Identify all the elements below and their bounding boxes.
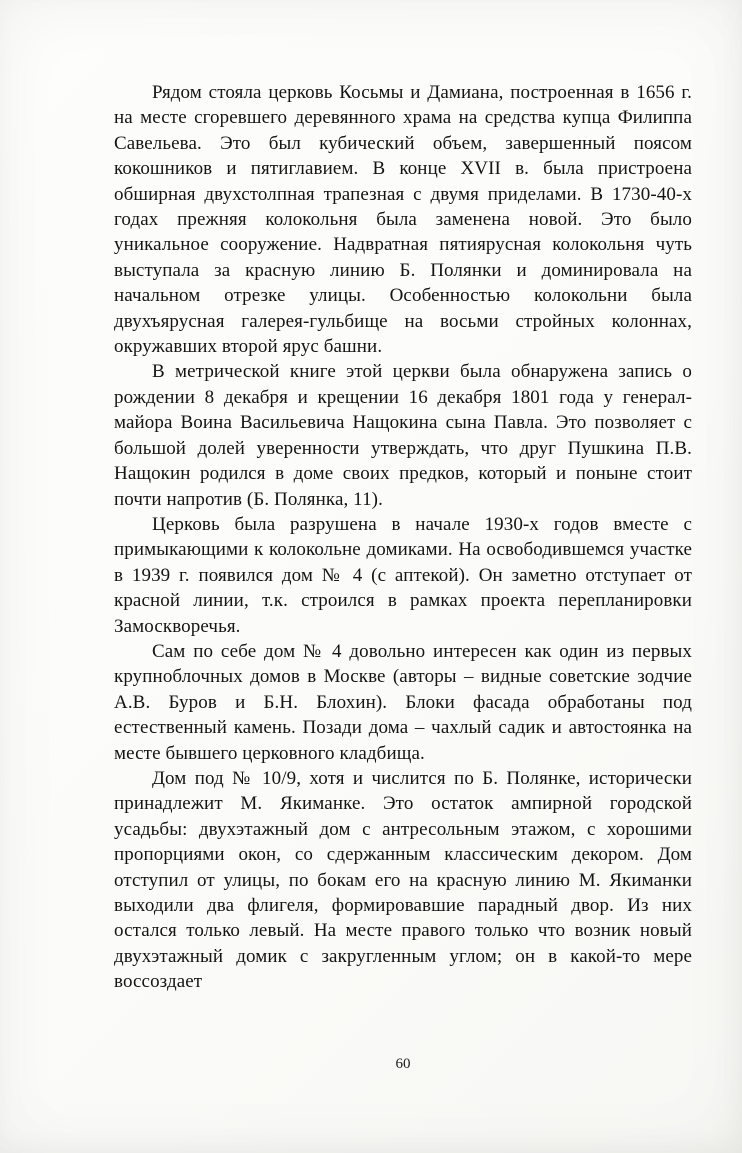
paragraph: Сам по себе дом № 4 довольно интересен как один из первых крупноблочных домов в Москве (авторы – видные советские зодчие А.В. Буров и Б.Н. Блохин). Блоки фасада обработаны под естественный камень. Позади дома – чахлый садик и автостоянка на месте бывшего церковного кладбища. bbox=[114, 640, 692, 764]
page-number: 60 bbox=[395, 1056, 411, 1072]
paragraph: Рядом стояла церковь Косьмы и Дамиана, построенная в 1656 г. на месте сгоревшего деревянного храма на средства купца Филиппа Савельева. Это был кубический объем, завершенный поясом кокошников и пятиглавием. В конце XVII в. была пристроена обширная двухстолпная трапезная с двумя приделами. В 1730-40-х годах прежняя колокольня была заменена новой. Это было уникальное сооружение. Надвратная пятиярусная колокольня чуть выступала за красную линию Б. Полянки и доминировала на начальном отрезке улицы. Особенностью колокольни была двухъярусная галерея-гульбище на восьми стройных колоннах, окружавших второй ярус башни. bbox=[114, 82, 692, 358]
paragraph: В метрической книге этой церкви была обнаружена запись о рождении 8 декабря и крещении 16 декабря 1801 года у генерал-майора Воина Васильевича Нащокина сына Павла. Это позволяет с большой долей уверенности утверждать, что друг Пушкина П.В. Нащокин родился в доме своих предков, который и поныне стоит почти напротив (Б. Полянка, 11). bbox=[114, 361, 692, 510]
paragraph: Церковь была разрушена в начале 1930-х годов вместе с примыкающими к колокольне домиками. На освободившемся участке в 1939 г. появился дом № 4 (с аптекой). Он заметно отступает от красной линии, т.к. строился в рамках проекта перепланировки Замоскворечья. bbox=[114, 513, 692, 637]
paragraph: Дом под № 10/9, хотя и числится по Б. Полянке, исторически принадлежит М. Якиманке. Это остаток ампирной городской усадьбы: двухэтажный дом с антресольным этажом, с хорошими пропорциями окон, со сдержанным классическим декором. Дом отступил от улицы, по бокам его на красную линию М. Якиманки выходили два флигеля, формировавшие парадный двор. Из них остался только левый. На месте правого только что возник новый двухэтажный домик с закругленным углом; он в какой-то мере воссоздает bbox=[114, 767, 692, 993]
body-text bbox=[114, 80, 692, 995]
